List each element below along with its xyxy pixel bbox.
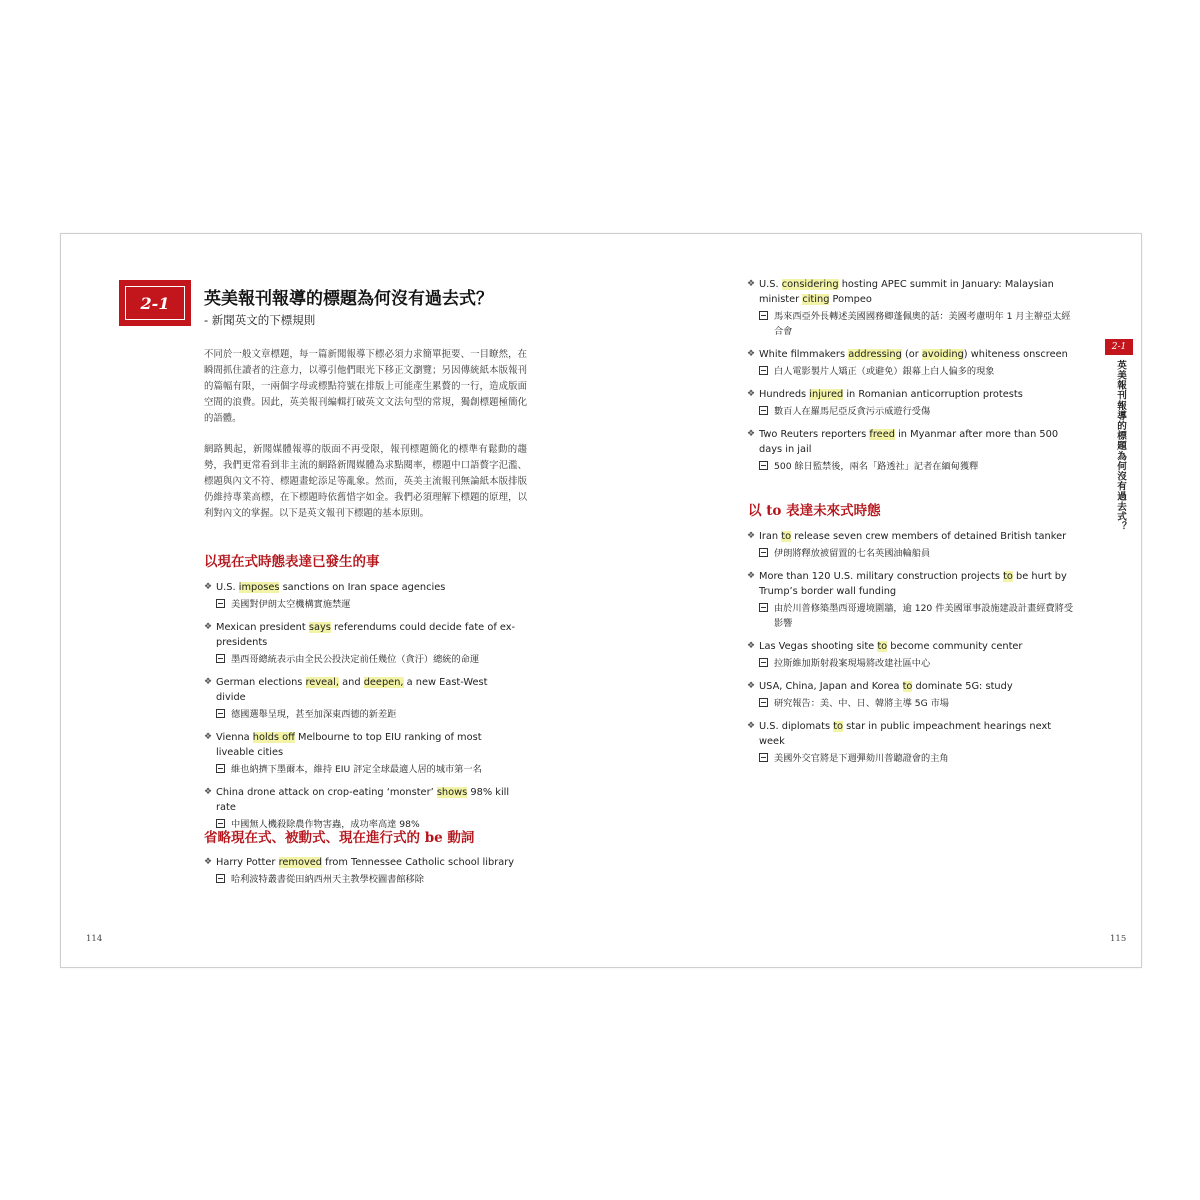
translation-text: 白人電影製片人矯正（或避免）銀幕上白人偏多的現象 xyxy=(774,366,995,377)
headline-item xyxy=(747,569,1077,631)
chinese-translation xyxy=(747,404,1077,419)
headline-item xyxy=(204,580,519,612)
translation-text: 研究報告：美、中、日、韓將主導 5G 市場 xyxy=(774,698,949,709)
chinese-translation xyxy=(747,656,1077,671)
headline-text: star in public impeachment hearings next week xyxy=(759,721,1052,747)
diamond-bullet-icon: ❖ xyxy=(747,279,756,289)
headline-text: dominate 5G: study xyxy=(912,681,1013,692)
headline-text: 98% kill rate xyxy=(216,787,510,813)
english-headline xyxy=(204,620,519,650)
translation-box-icon xyxy=(759,603,768,612)
diamond-bullet-icon: ❖ xyxy=(204,857,213,867)
chinese-translation xyxy=(747,601,1077,631)
highlighted-verb: reveal, xyxy=(305,677,340,688)
headline-item xyxy=(204,785,519,832)
page-number-left: 114 xyxy=(86,934,103,944)
translation-text: 伊朗將釋放被留置的七名英國油輪船員 xyxy=(774,548,931,559)
section-heading-omit-be: 省略現在式、被動式、現在進行式的 be 動詞 xyxy=(204,830,475,846)
headline-text: (or xyxy=(901,349,922,360)
headline-item xyxy=(747,277,1077,339)
page-title: 英美報刊報導的標題為何沒有過去式？ xyxy=(204,289,493,309)
headline-text: from Tennessee Catholic school library xyxy=(322,857,515,868)
headline-item xyxy=(747,639,1077,671)
highlighted-verb: to xyxy=(781,531,792,542)
headline-text: Las Vegas shooting site xyxy=(759,641,878,652)
headline-text: be hurt by Trump’s border wall funding xyxy=(759,571,1067,597)
translation-text: 拉斯維加斯射殺案現場將改建社區中心 xyxy=(774,658,931,669)
headline-text: U.S. diplomats xyxy=(759,721,834,732)
headline-text: Pompeo xyxy=(829,294,872,305)
chinese-translation xyxy=(204,652,519,667)
chinese-translation xyxy=(747,309,1077,339)
highlighted-verb: injured xyxy=(809,389,844,400)
translation-text: 墨西哥總統表示由全民公投決定前任幾位（貪汙）總統的命運 xyxy=(231,654,480,665)
translation-box-icon xyxy=(759,698,768,707)
translation-box-icon xyxy=(759,753,768,762)
diamond-bullet-icon: ❖ xyxy=(747,531,756,541)
headline-item xyxy=(747,719,1077,766)
page-subtitle: - 新聞英文的下標規則 xyxy=(204,313,316,327)
english-headline xyxy=(204,580,519,595)
chinese-translation xyxy=(747,546,1077,561)
headline-item xyxy=(747,387,1077,419)
diamond-bullet-icon: ❖ xyxy=(747,349,756,359)
headline-text: become community center xyxy=(887,641,1023,652)
english-headline xyxy=(747,529,1077,544)
highlighted-verb: considering xyxy=(781,279,839,290)
english-headline xyxy=(747,639,1077,654)
headline-text: Harry Potter xyxy=(216,857,279,868)
headline-text: Hundreds xyxy=(759,389,810,400)
english-headline xyxy=(204,730,519,760)
highlighted-verb: to xyxy=(877,641,888,652)
translation-box-icon xyxy=(216,764,225,773)
headline-text: More than 120 U.S. military construction projects xyxy=(759,571,1004,582)
chapter-number-box xyxy=(119,280,191,326)
headline-text: China drone attack on crop-eating ‘monster’ xyxy=(216,787,437,798)
translation-text: 由於川普修築墨西哥邊境圍牆，逾 120 件美國軍事設施建設計畫經費將受影響 xyxy=(774,603,1074,629)
intro-paragraph-2: 網路興起，新聞媒體報導的版面不再受限，報刊標題簡化的標準有鬆動的趨勢，我們更常看到非主流的網路新聞媒體為求點閱率，標題中口語贅字氾濫、標題與內文不符、標題畫蛇添足等亂象。然而，英美主流報刊無論紙本版排版仍維持專業高標，在下標題時依舊惜字如金。我們必須理解下標題的原理，以利對內文的掌握。以下是英文報刊下標題的基本原則。 xyxy=(204,444,527,519)
highlighted-verb: deepen, xyxy=(363,677,404,688)
translation-box-icon xyxy=(759,548,768,557)
translation-text: 美國對伊朗太空機構實施禁運 xyxy=(231,599,351,610)
diamond-bullet-icon: ❖ xyxy=(204,622,213,632)
diamond-bullet-icon: ❖ xyxy=(204,582,213,592)
english-headline xyxy=(747,427,1077,457)
translation-text: 維也納擠下墨爾本，維持 EIU 評定全球最適人居的城市第一名 xyxy=(231,764,482,775)
headline-text: Two Reuters reporters xyxy=(759,429,870,440)
chinese-translation xyxy=(747,459,1077,474)
headline-text: USA, China, Japan and Korea xyxy=(759,681,903,692)
headline-text: White filmmakers xyxy=(759,349,849,360)
headline-item xyxy=(204,675,519,722)
diamond-bullet-icon: ❖ xyxy=(204,787,213,797)
headline-item xyxy=(204,620,519,667)
chinese-translation xyxy=(747,696,1077,711)
highlighted-verb: shows xyxy=(436,787,468,798)
intro-paragraph-1: 不同於一般文章標題，每一篇新聞報導下標必須力求簡單扼要、一目瞭然，在瞬間抓住讀者的注意力，以導引他們眼光下移正文瀏覽；另因傳統紙本版報刊的篇幅有限，一兩個字母或標點符號在排版上可能產生累贅的一行，造成版面空間的浪費。因此，英美報刊編輯打破英文文法句型的常規，獨創標題極簡化的語體。 xyxy=(204,349,527,424)
translation-box-icon xyxy=(759,658,768,667)
chapter-number: 2-1 xyxy=(125,286,185,320)
diamond-bullet-icon: ❖ xyxy=(747,681,756,691)
translation-box-icon xyxy=(216,874,225,883)
side-tab-number: 2-1 xyxy=(1105,339,1133,355)
highlighted-verb: imposes xyxy=(238,582,280,593)
diamond-bullet-icon: ❖ xyxy=(747,571,756,581)
headline-text: Melbourne to top EIU ranking of most liveable cities xyxy=(216,732,482,758)
highlighted-verb: to xyxy=(833,721,844,732)
translation-text: 數百人在羅馬尼亞反貪污示威遊行受傷 xyxy=(774,406,931,417)
translation-box-icon xyxy=(759,366,768,375)
diamond-bullet-icon: ❖ xyxy=(747,641,756,651)
diamond-bullet-icon: ❖ xyxy=(747,721,756,731)
diamond-bullet-icon: ❖ xyxy=(747,429,756,439)
translation-box-icon xyxy=(216,709,225,718)
english-headline xyxy=(747,387,1077,402)
headline-item xyxy=(747,679,1077,711)
diamond-bullet-icon: ❖ xyxy=(204,677,213,687)
headline-text: U.S. xyxy=(759,279,782,290)
highlighted-verb: removed xyxy=(278,857,322,868)
translation-text: 德國選舉呈現，甚至加深東西德的新差距 xyxy=(231,709,397,720)
headline-text: in Romanian anticorruption protests xyxy=(843,389,1023,400)
chinese-translation xyxy=(747,751,1077,766)
headline-text: German elections xyxy=(216,677,306,688)
headline-text: U.S. xyxy=(216,582,239,593)
headline-text: Vienna xyxy=(216,732,253,743)
english-headline xyxy=(204,675,519,705)
chinese-translation xyxy=(204,597,519,612)
chinese-translation xyxy=(204,707,519,722)
translation-box-icon xyxy=(216,654,225,663)
english-headline xyxy=(204,855,519,870)
translation-text: 美國外交官將是下週彈劾川普聽證會的主角 xyxy=(774,753,949,764)
highlighted-verb: freed xyxy=(869,429,895,440)
english-headline xyxy=(204,785,519,815)
english-headline xyxy=(747,719,1077,749)
diamond-bullet-icon: ❖ xyxy=(747,389,756,399)
translation-text: 馬來西亞外長轉述美國國務卿蓬佩奧的話：美國考慮明年 1 月主辦亞太經合會 xyxy=(774,311,1071,337)
headline-item xyxy=(747,529,1077,561)
translation-box-icon xyxy=(759,461,768,470)
highlighted-verb: holds off xyxy=(252,732,295,743)
side-tab-title: 英美報刊報導的標題為何沒有過去式？ xyxy=(1115,360,1126,532)
translation-box-icon xyxy=(759,406,768,415)
translation-box-icon xyxy=(216,599,225,608)
highlighted-verb: to xyxy=(1003,571,1013,582)
headline-text: referendums could decide fate of ex-presidents xyxy=(216,622,516,648)
continued-list xyxy=(747,277,1077,482)
english-headline xyxy=(747,277,1077,307)
translation-text: 500 餘日監禁後，兩名「路透社」記者在緬甸獲釋 xyxy=(774,461,979,472)
chinese-translation xyxy=(204,762,519,777)
headline-text: Iran xyxy=(759,531,782,542)
highlighted-verb: avoiding xyxy=(921,349,964,360)
headline-text: hosting APEC summit in January: Malaysian minister xyxy=(759,279,1054,305)
translation-box-icon xyxy=(759,311,768,320)
right-page xyxy=(601,234,1141,967)
section-heading-present-tense: 以現在式時態表達已發生的事 xyxy=(204,554,380,570)
present-tense-list xyxy=(204,580,519,840)
book-spread xyxy=(60,233,1142,968)
headline-text: in Myanmar after more than 500 days in jail xyxy=(759,429,1059,455)
page-number-right: 115 xyxy=(1110,934,1127,944)
headline-item xyxy=(747,347,1077,379)
english-headline xyxy=(747,679,1077,694)
section-heading-future-to: 以 to 表達未來式時態 xyxy=(748,503,881,519)
english-headline xyxy=(747,569,1077,599)
headline-text: Mexican president xyxy=(216,622,309,633)
chinese-translation xyxy=(204,872,519,887)
highlighted-verb: says xyxy=(308,622,331,633)
left-page xyxy=(61,234,601,967)
headline-item xyxy=(204,855,519,887)
translation-text: 中國無人機殺除農作物害蟲，成功率高達 98% xyxy=(231,819,420,830)
translation-text: 哈利波特叢書從田納西州天主教學校圖書館移除 xyxy=(231,874,424,885)
headline-text: release seven crew members of detained British tanker xyxy=(791,531,1067,542)
chinese-translation xyxy=(747,364,1077,379)
diamond-bullet-icon: ❖ xyxy=(204,732,213,742)
english-headline xyxy=(747,347,1077,362)
highlighted-verb: to xyxy=(902,681,913,692)
headline-text: a new East-West divide xyxy=(216,677,488,703)
omit-be-list xyxy=(204,855,519,895)
headline-text: ) whiteness onscreen xyxy=(963,349,1068,360)
headline-text: and xyxy=(339,677,364,688)
headline-text: sanctions on Iran space agencies xyxy=(279,582,446,593)
headline-item xyxy=(747,427,1077,474)
highlighted-verb: citing xyxy=(802,294,830,305)
highlighted-verb: addressing xyxy=(848,349,902,360)
headline-item xyxy=(204,730,519,777)
future-to-list xyxy=(747,529,1077,774)
